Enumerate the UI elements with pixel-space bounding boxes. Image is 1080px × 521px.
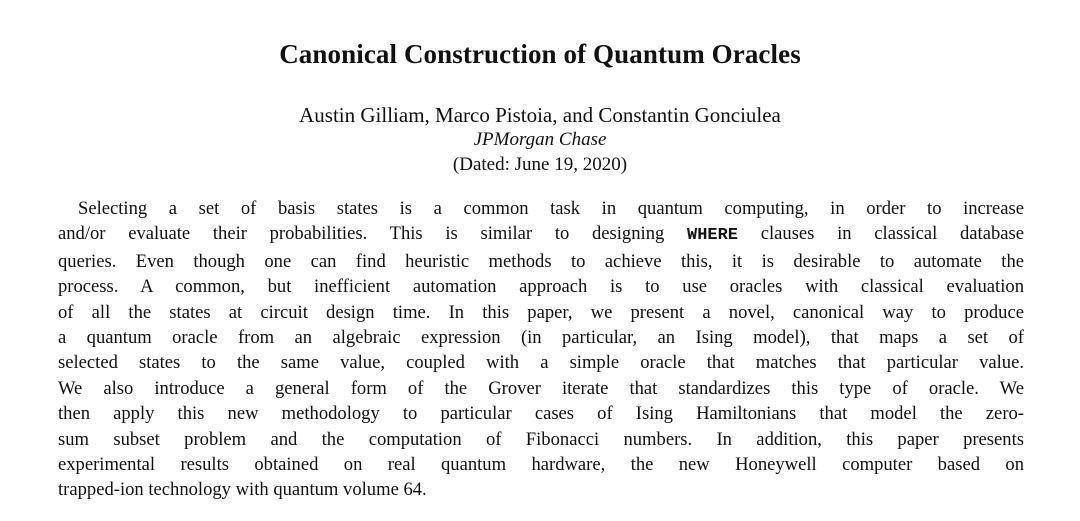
abstract-line: We also introduce a general form of the Grover iterate that standardizes this type of oracle. We	[58, 377, 1024, 399]
paper-authors: Austin Gilliam, Marco Pistoia, and Constantin Gonciulea	[299, 103, 781, 127]
abstract-text: and/or evaluate their probabilities. This is similar to designing	[58, 223, 687, 245]
abstract-line: a quantum oracle from an algebraic expression (in particular, an Ising model), that maps a set of	[58, 327, 1024, 349]
abstract-line: queries. Even though one can find heuristic methods to achieve this, it is desirable to automate the	[58, 250, 1024, 272]
abstract-line: process. A common, but inefficient automation approach is to use oracles with classical evaluation	[58, 276, 1024, 298]
abstract-line: sum subset problem and the computation of Fibonacci numbers. In addition, this paper presents	[58, 428, 1024, 450]
paper-title: Canonical Construction of Quantum Oracles	[279, 39, 801, 69]
abstract-line: Selecting a set of basis states is a common task in quantum computing, in order to increase	[78, 198, 1024, 219]
abstract-line: trapped-ion technology with quantum volume 64.	[58, 479, 427, 501]
abstract	[58, 196, 1024, 503]
paper-date: (Dated: June 19, 2020)	[452, 154, 628, 175]
paper-affiliation: JPMorgan Chase	[473, 129, 607, 150]
abstract-line: of all the states at circuit design time. In this paper, we present a novel, canonical way to produce	[58, 301, 1024, 323]
abstract-line: selected states to the same value, coupled with a simple oracle that matches that particular value.	[58, 352, 1024, 374]
where-keyword: WHERE	[687, 226, 739, 246]
abstract-line: experimental results obtained on real quantum hardware, the new Honeywell computer based on	[58, 454, 1024, 476]
abstract-line	[58, 221, 1024, 248]
abstract-line: then apply this new methodology to particular cases of Ising Hamiltonians that model the zero-	[58, 403, 1024, 425]
abstract-text: clauses in classical database	[738, 223, 1024, 245]
